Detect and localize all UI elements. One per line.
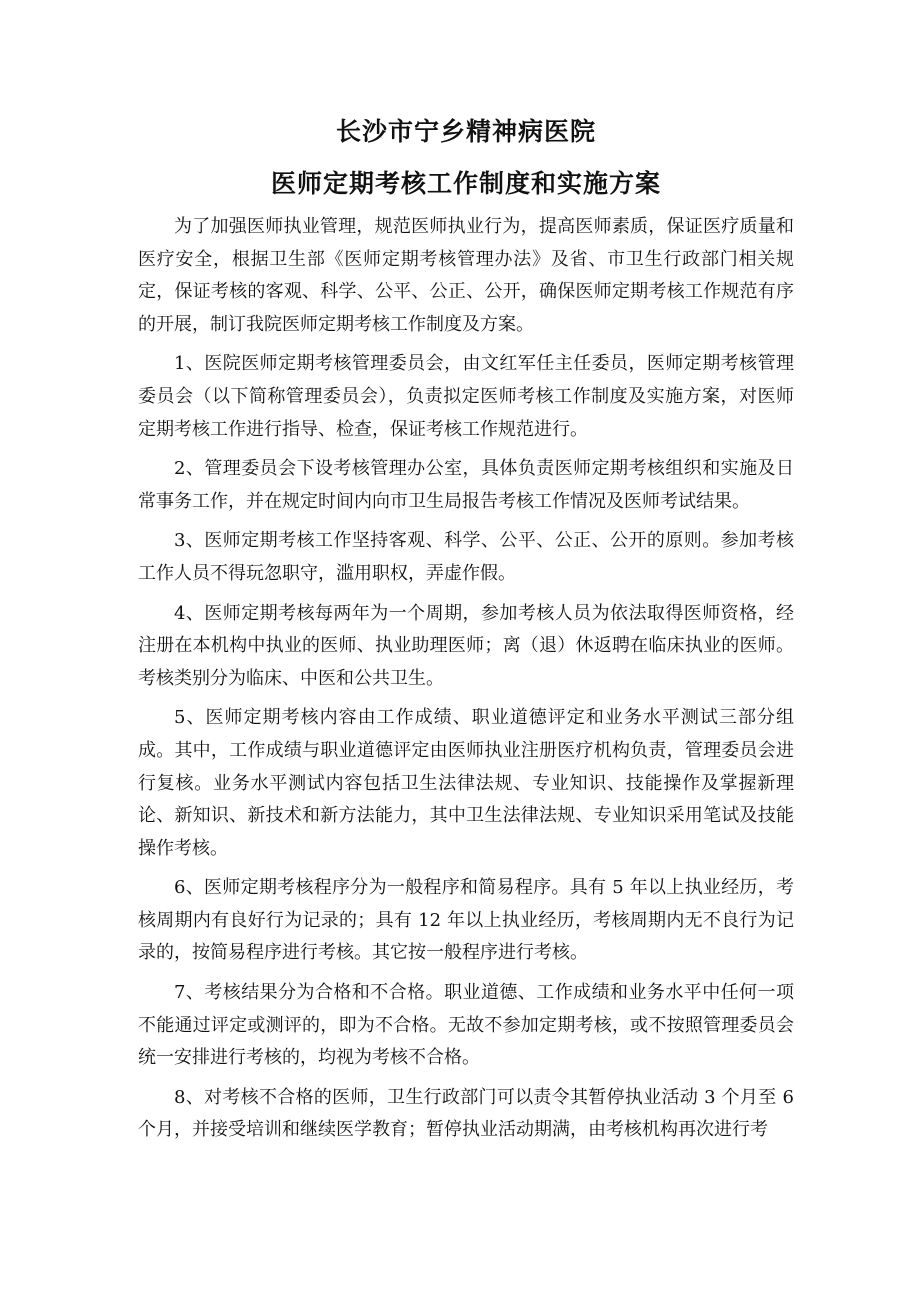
clause-7-paragraph: 7、考核结果分为合格和不合格。职业道德、工作成绩和业务水平中任何一项不能通过评定或测评的，即为不合格。无故不参加定期考核，或不按照管理委员会统一安排进行考核的，均视为考核不合格。 — [138, 982, 794, 1069]
clause-6-paragraph: 6、医师定期考核程序分为一般程序和简易程序。具有 5 年以上执业经历，考核周期内有良好行为记录的；具有 12 年以上执业经历，考核周期内无不良行为记录的，按简易程序进行考核。其它按一般程序进行考核。 — [138, 877, 794, 964]
clause-2-paragraph: 2、管理委员会下设考核管理办公室，具体负责医师定期考核组织和实施及日常事务工作，并在规定时间内向市卫生局报告考核工作情况及医师考试结果。 — [138, 458, 794, 512]
document-body — [138, 115, 794, 1154]
clause-1-paragraph: 1、医院医师定期考核管理委员会，由文红军任主任委员，医师定期考核管理委员会（以下简称管理委员会），负责拟定医师考核工作制度及实施方案，对医师定期考核工作进行指导、检查，保证考核工作规范进行。 — [138, 353, 794, 440]
hospital-title: 长沙市宁乡精神病医院 — [335, 117, 596, 146]
document-title: 医师定期考核工作制度和实施方案 — [270, 169, 661, 198]
intro-paragraph: 为了加强医师执业管理，规范医师执业行为，提高医师素质，保证医疗质量和医疗安全，根据卫生部《医师定期考核管理办法》及省、市卫生行政部门相关规定，保证考核的客观、科学、公平、公正、公开，确保医师定期考核工作规范有序的开展，制订我院医师定期考核工作制度及方案。 — [138, 216, 794, 335]
clause-5-paragraph: 5、医师定期考核内容由工作成绩、职业道德评定和业务水平测试三部分组成。其中，工作成绩与职业道德评定由医师执业注册医疗机构负责，管理委员会进行复核。业务水平测试内容包括卫生法律法规、专业知识、技能操作及掌握新理论、新知识、新技术和新方法能力，其中卫生法律法规、专业知识采用笔试及技能操作考核。 — [138, 707, 794, 859]
clause-8-paragraph: 8、对考核不合格的医师，卫生行政部门可以责令其暂停执业活动 3 个月至 6 个月，并接受培训和继续医学教育；暂停执业活动期满，由考核机构再次进行考 — [138, 1086, 794, 1141]
clause-3-paragraph: 3、医师定期考核工作坚持客观、科学、公平、公正、公开的原则。参加考核工作人员不得玩忽职守，滥用职权，弄虚作假。 — [138, 530, 794, 584]
clause-4-paragraph: 4、医师定期考核每两年为一个周期，参加考核人员为依法取得医师资格，经注册在本机构中执业的医师、执业助理医师；离（退）休返聘在临床执业的医师。考核类别分为临床、中医和公共卫生。 — [138, 602, 794, 689]
